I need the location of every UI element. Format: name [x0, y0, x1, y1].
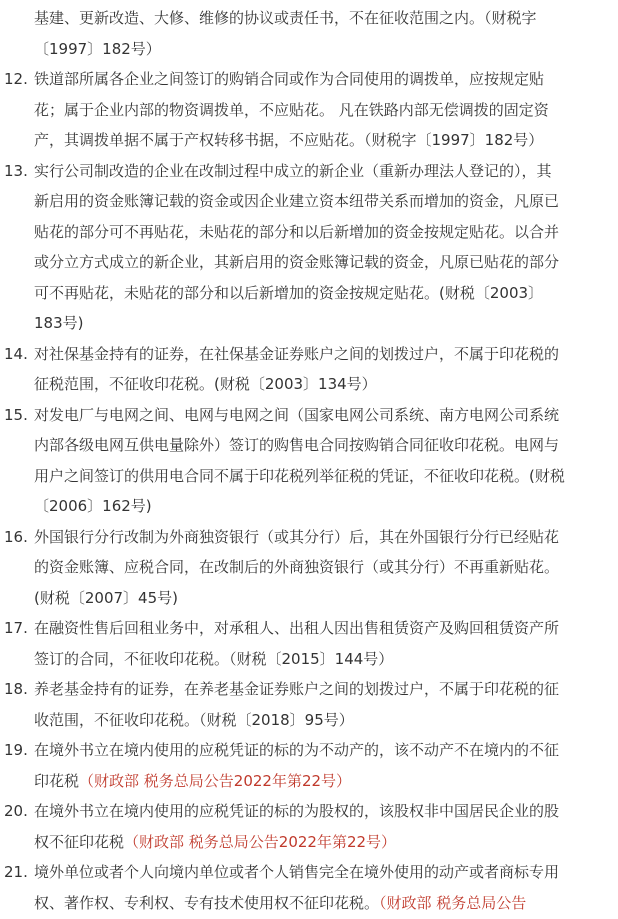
list-item-text: 基建、更新改造、大修、维修的协议或责任书，不在征收范围之内。（财税字 〔1997〕182号） — [34, 9, 537, 58]
regulation-reference: （财政部 税务总局公告 — [379, 893, 527, 912]
list-item-body: 在境外书立在境内使用的应税凭证的标的为不动产的，该不动产不在境内的不征 印花税 — [34, 741, 560, 790]
regulation-reference: （财政部 税务总局公告2022年第22号） — [79, 771, 352, 790]
list-item-text: 实行公司制改造的企业在改制过程中成立的新企业（重新办理法人登记的），其 新启用的资金账簿记载的资金或因企业建立资本纽带关系而增加的资金，凡原已 贴花的部分可不再贴花，未贴花的部分和以后新增加的资金按规定贴花。以合并 或分立方式成立的新企业，其新启用的资金账簿记载的资金，凡原已贴花的部分 可不再贴花，未贴花的部分和以后新增加的资金按规定贴花。(财税〔2003〕 183号) — [34, 161, 560, 332]
list-item-number: 19. — [4, 741, 28, 759]
list-item-text: 养老基金持有的证券，在养老基金证券账户之间的划拨过户，不属于印花税的征 收范围，不征收印花税。（财税〔2018〕95号） — [34, 680, 560, 729]
list-item — [0, 735, 618, 796]
list-item-number: 14. — [4, 344, 28, 363]
list-item — [0, 339, 618, 400]
list-item-number: 12. — [4, 70, 28, 88]
list-item-number: 20. — [4, 802, 28, 820]
list-item-number: 17. — [4, 619, 28, 637]
list-item-body: 境外单位或者个人向境内单位或者个人销售完全在境外使用的动产或者商标专用 权、著作权、专利权、专有技术使用权不征印花税。 — [34, 863, 560, 912]
list-item-text: 在融资性售后回租业务中，对承租人、出租人因出售租赁资产及购回租赁资产所 签订的合同，不征收印花税。（财税〔2015〕144号） — [34, 619, 560, 668]
list-item — [0, 796, 618, 857]
list-item — [0, 674, 618, 735]
list-item-text — [34, 857, 612, 918]
list-item-number: 13. — [4, 161, 28, 180]
list-item-text — [34, 735, 612, 796]
list-item — [0, 522, 618, 614]
list-item — [0, 613, 618, 674]
tax-exemption-list — [0, 3, 618, 918]
list-item-text: 铁道部所属各企业之间签订的购销合同或作为合同使用的调拨单，应按规定贴 花；属于企业内部的物资调拨单，不应贴花。 凡在铁路内部无偿调拨的固定资 产，其调拨单据不属于产权转移书据，不应贴花。（财税字〔1997〕182号） — [34, 70, 549, 149]
list-item — [0, 857, 618, 918]
list-item-text: 外国银行分行改制为外商独资银行（或其分行）后，其在外国银行分行已经贴花 的资金账簿、应税合同，在改制后的外商独资银行（或其分行）不再重新贴花。 (财税〔2007〕45号) — [34, 527, 560, 607]
list-item-text: 对发电厂与电网之间、电网与电网之间（国家电网公司系统、南方电网公司系统 内部各级电网互供电量除外）签订的购售电合同按购销合同征收印花税。电网与 用户之间签订的供用电合同不属于印花税列举征税的凭证，不征收印花税。(财税 〔2006〕162号) — [34, 405, 565, 515]
list-item-number: 18. — [4, 680, 28, 698]
regulation-reference: （财政部 税务总局公告2022年第22号） — [124, 832, 397, 851]
list-item — [0, 400, 618, 522]
list-item-text — [34, 796, 612, 857]
list-item-number: 21. — [4, 863, 28, 881]
list-item-number: 16. — [4, 527, 28, 546]
list-item — [0, 64, 618, 156]
list-item-text: 对社保基金持有的证券，在社保基金证券账户之间的划拨过户，不属于印花税的 征税范围，不征收印花税。(财税〔2003〕134号） — [34, 344, 560, 393]
list-item-body: 在境外书立在境内使用的应税凭证的标的为股权的，该股权非中国居民企业的股 权不征印花税 — [34, 802, 560, 851]
list-item — [0, 156, 618, 339]
list-item — [0, 3, 618, 64]
list-item-number: 15. — [4, 405, 28, 424]
